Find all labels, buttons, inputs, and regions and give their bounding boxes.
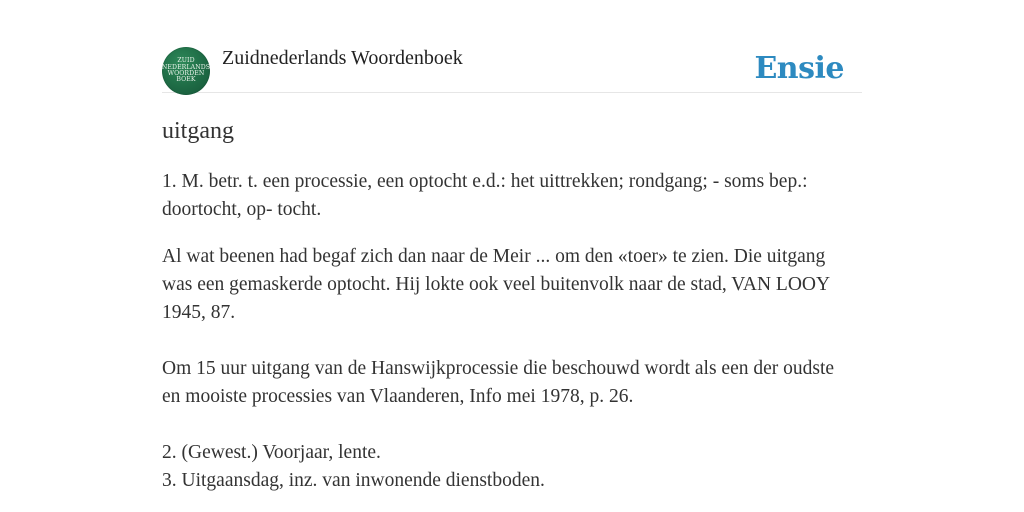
logo-text-line: NEDERLANDS — [162, 63, 210, 71]
quote-2: Om 15 uur uitgang van de Hanswijkprocessie die beschouwd wordt als een der oudste en mooiste processies van Vlaanderen, Info mei 1978, p. 26. — [162, 358, 835, 407]
definition-3: 3. Uitgaansdag, inz. van inwonende dienstboden. — [162, 470, 545, 491]
site-title[interactable]: Zuidnederlands Woordenboek — [222, 47, 463, 69]
ensie-brand-link[interactable]: Ensie — [754, 51, 844, 86]
logo-text-line: ZUID — [177, 57, 195, 65]
site-header — [162, 0, 862, 93]
logo-text-line: BOEK — [176, 76, 196, 84]
definition-2: 2. (Gewest.) Voorjaar, lente. — [162, 442, 381, 463]
entry-headword: uitgang — [162, 118, 234, 144]
quote-1: Al wat beenen had begaf zich dan naar de Meir ... om den «toer» te zien. Die uitgang was een gemaskerde optocht. Hij lokte ook veel buitenvolk naar de stad, VAN LOOY 1945, 87. — [162, 246, 830, 323]
definitions-list — [162, 439, 852, 495]
logo-text-line: WOORDEN — [167, 70, 205, 77]
page-container — [162, 0, 862, 491]
definition-1: 1. M. betr. t. een processie, een optocht e.d.: het uittrekken; rondgang; - soms bep.: doortocht, op- tocht. — [162, 171, 808, 220]
site-logo[interactable] — [162, 47, 210, 95]
